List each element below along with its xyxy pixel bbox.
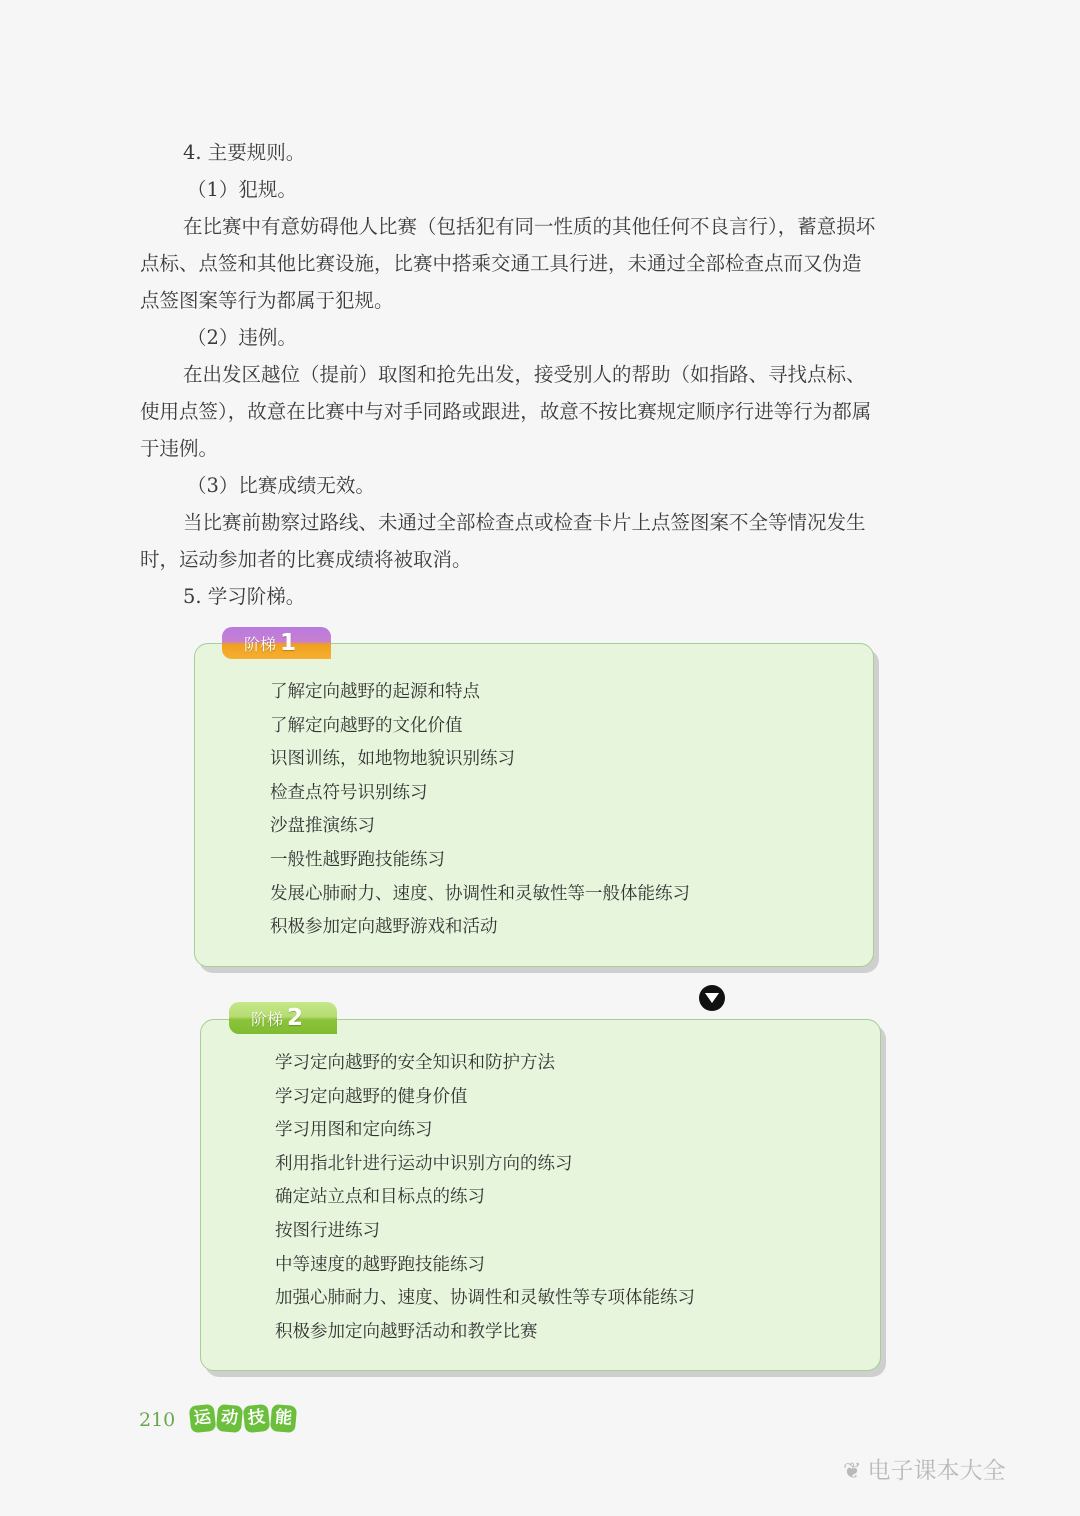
ladder-2-item: 积极参加定向越野活动和教学比赛 (275, 1321, 538, 1342)
ladder-1-item: 发展心肺耐力、速度、协调性和灵敏性等一般体能练习 (270, 883, 690, 904)
heading-ladder: 5. 学习阶梯。 (183, 585, 306, 608)
ladder-2-list (275, 1047, 695, 1349)
watermark (843, 1452, 1005, 1485)
body-text (140, 134, 940, 615)
ladder-2-item: 确定站立点和目标点的练习 (275, 1187, 485, 1208)
ladder-1-item: 识图训练，如地物地貌识别练习 (270, 749, 515, 770)
down-arrow-circle-icon (699, 985, 725, 1011)
ladder-1-tab-number: 1 (280, 630, 297, 656)
watermark-text: 电子课本大全 (867, 1458, 1006, 1484)
section-title-char: 运 (189, 1404, 217, 1433)
ladder-1-item: 一般性越野跑技能练习 (270, 849, 445, 870)
paragraph-line: 在比赛中有意妨碍他人比赛（包括犯有同一性质的其他任何不良言行），蓄意损坏 (183, 215, 876, 238)
ladder-2-item: 加强心肺耐力、速度、协调性和灵敏性等专项体能练习 (275, 1288, 695, 1309)
subheading-foul: （1）犯规。 (187, 178, 297, 201)
paragraph-line: 点签图案等行为都属于犯规。 (140, 289, 394, 312)
paragraph-line: 于违例。 (140, 437, 219, 460)
ladder-1-item: 了解定向越野的起源和特点 (270, 682, 480, 702)
paragraph-line: 点标、点签和其他比赛设施，比赛中搭乘交通工具行进，未通过全部检查点而又伪造 (140, 252, 862, 275)
section-title-char: 动 (216, 1404, 243, 1433)
ladder-1-item: 沙盘推演练习 (270, 816, 375, 837)
ladder-1-list (270, 676, 690, 945)
paragraph-line: 时，运动参加者的比赛成绩将被取消。 (140, 548, 472, 571)
subheading-invalid: （3）比赛成绩无效。 (187, 474, 375, 497)
ladder-2-item: 学习用图和定向练习 (275, 1120, 433, 1141)
heading-rules: 4. 主要规则。 (183, 141, 306, 164)
page-number: 210 (139, 1409, 176, 1431)
ladder-2-item: 中等速度的越野跑技能练习 (275, 1254, 485, 1275)
ladder-2-tab-label: 阶梯 (251, 1010, 284, 1029)
ladder-1-item: 检查点符号识别练习 (270, 782, 428, 803)
section-title-char: 技 (243, 1404, 271, 1433)
wechat-icon: ❦ (843, 1459, 862, 1484)
section-title-badge (190, 1405, 296, 1432)
ladder-1-item: 积极参加定向越野游戏和活动 (270, 917, 498, 938)
ladder-2-item: 学习定向越野的安全知识和防护方法 (275, 1053, 555, 1073)
ladder-2-item: 按图行进练习 (275, 1220, 380, 1241)
section-title-char: 能 (270, 1404, 297, 1433)
ladder-2-tab (229, 1002, 337, 1034)
ladder-2-tab-number: 2 (287, 1005, 304, 1031)
paragraph-line: 当比赛前勘察过路线、未通过全部检查点或检查卡片上点签图案不全等情况发生 (183, 511, 866, 534)
paragraph-line: 使用点签），故意在比赛中与对手同路或跟进，故意不按比赛规定顺序行进等行为都属 (140, 400, 872, 423)
ladder-1-tab (222, 627, 331, 659)
ladder-2-item: 利用指北针进行运动中识别方向的练习 (275, 1153, 573, 1174)
paragraph-line: 在出发区越位（提前）取图和抢先出发，接受别人的帮助（如指路、寻找点标、 (183, 363, 866, 386)
subheading-violation: （2）违例。 (187, 326, 297, 349)
ladder-1-tab-label: 阶梯 (244, 635, 277, 654)
ladder-2-item: 学习定向越野的健身价值 (275, 1086, 468, 1107)
ladder-1-item: 了解定向越野的文化价值 (270, 715, 463, 736)
